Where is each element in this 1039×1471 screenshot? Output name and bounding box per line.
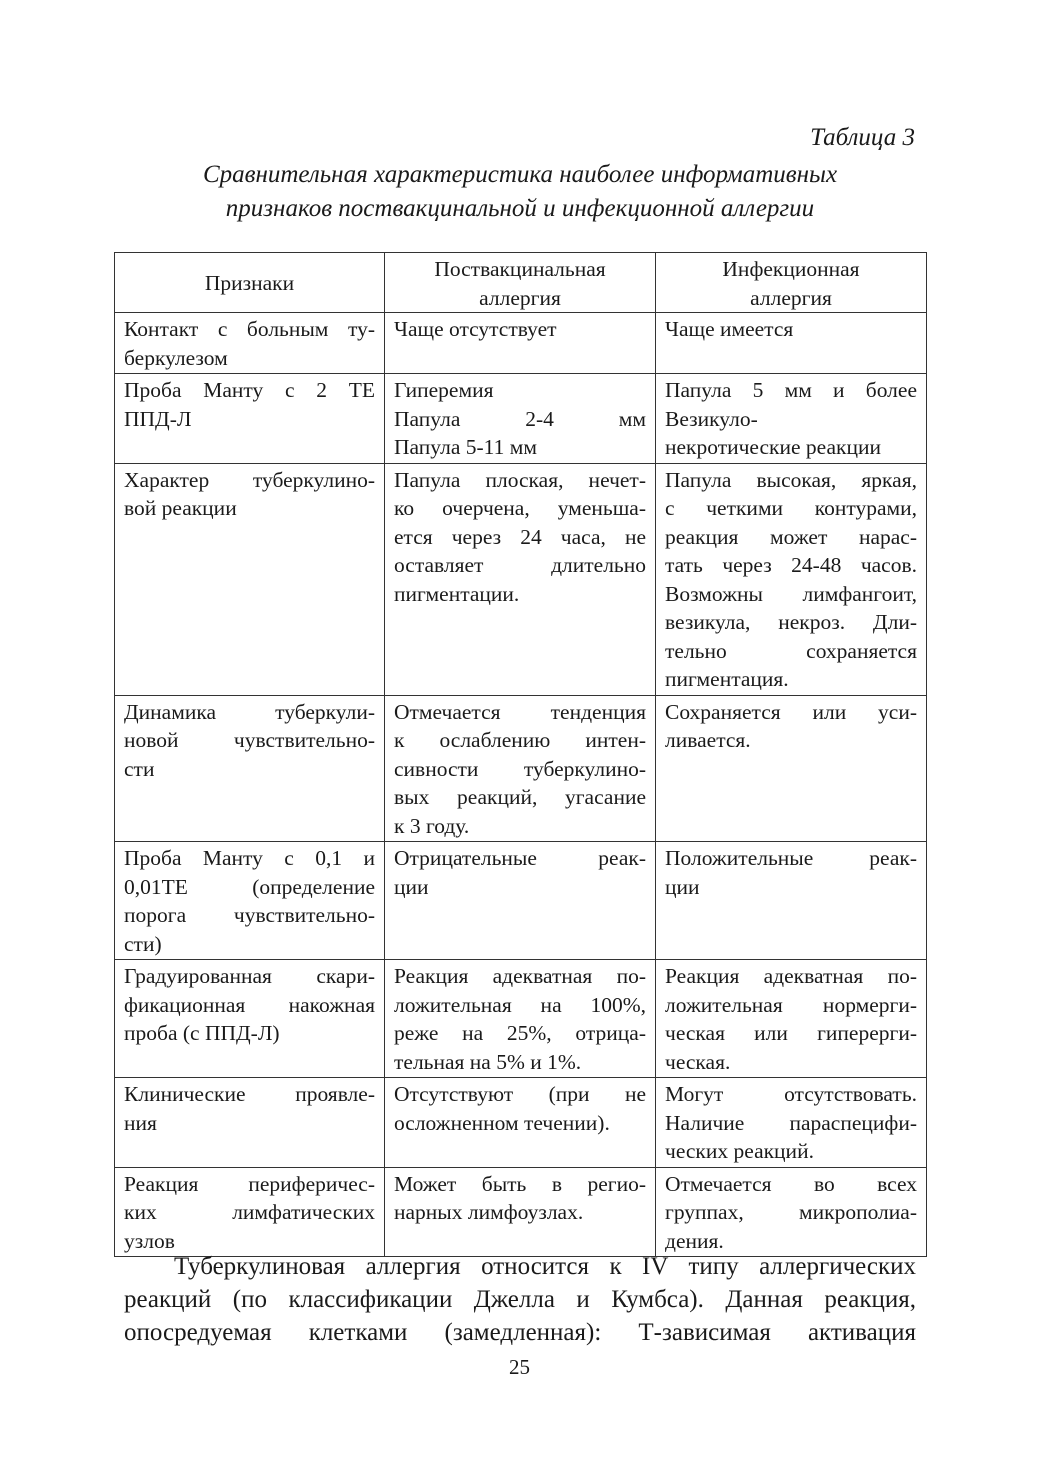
- table-cell-line: некротические реакции: [665, 435, 881, 459]
- table-cell: [656, 313, 927, 374]
- table-row: [115, 463, 927, 695]
- table-cell-line: осложненном течении).: [394, 1110, 610, 1135]
- table-cell-line: Сохраняется или уси-: [665, 699, 917, 724]
- table-cell: [385, 374, 656, 464]
- table-cell: [115, 463, 385, 695]
- comparison-table: [114, 252, 927, 1257]
- column-header-line: аллергия: [479, 285, 561, 310]
- table-title: [114, 158, 926, 226]
- table-cell-line: Папула плоская, нечет-: [394, 467, 646, 492]
- table-cell: [115, 374, 385, 464]
- table-cell-line: пигментация.: [665, 667, 789, 691]
- table-cell-line: Отмечается во всех: [665, 1171, 917, 1196]
- table-cell-line: ко очерчена, уменьша-: [394, 496, 646, 520]
- table-cell-line: ния: [124, 1110, 157, 1135]
- table-cell-line: Чаще отсутствует: [394, 317, 557, 341]
- table-cell-line: ческих реакций.: [665, 1139, 814, 1163]
- table-cell-line: Наличие параспецифи-: [665, 1110, 917, 1135]
- table-body: [115, 313, 927, 1257]
- table-cell-line: Проба Манту с 0,1 и: [124, 846, 375, 870]
- table-cell-line: вой реакции: [124, 496, 237, 520]
- table-cell-line: ливается.: [665, 728, 751, 752]
- table-cell-line: Папула высокая, яркая,: [665, 467, 917, 492]
- table-cell-line: везикула, некроз. Дли-: [665, 610, 917, 634]
- table-cell: [385, 463, 656, 695]
- table-title-line: признаков поствакцинальной и инфекционной аллергии: [225, 195, 815, 222]
- table-cell: [115, 842, 385, 960]
- table-cell-line: сти): [124, 931, 162, 956]
- paragraph-line: Туберкулиновая аллергия относится к IV типу аллергических: [174, 1253, 916, 1280]
- table-cell: [656, 1078, 927, 1168]
- table-cell-line: дения.: [665, 1228, 724, 1253]
- table-cell-line: ческая или гиперерги-: [665, 1021, 917, 1045]
- table-cell-line: узлов: [124, 1228, 175, 1253]
- page-number: 25: [509, 1355, 530, 1379]
- table-cell-line: Характер туберкулино-: [124, 467, 375, 492]
- table-cell-line: с четкими контурами,: [665, 496, 917, 520]
- table-cell-line: Может быть в регио-: [394, 1171, 646, 1196]
- table-header-row: [115, 253, 927, 313]
- body-paragraph: [124, 1250, 916, 1349]
- table-cell-line: Динамика туберкули-: [124, 699, 375, 724]
- column-header-line: Поствакцинальная: [434, 257, 606, 281]
- table-cell-line: Папула 5-11 мм: [394, 435, 537, 459]
- table-cell-line: ческая.: [665, 1049, 731, 1074]
- column-header: [385, 253, 656, 313]
- table-cell-line: реакция может нарас-: [665, 524, 917, 549]
- table-cell: [115, 960, 385, 1078]
- paragraph-line: опосредуемая клетками (замедленная): Т-зависимая активация: [124, 1319, 916, 1346]
- table-cell: [656, 374, 927, 464]
- table-cell-line: фикационная накожная: [124, 992, 375, 1017]
- table-cell: [656, 842, 927, 960]
- table-number: Таблица 3: [810, 124, 915, 151]
- table-cell-line: пигментации.: [394, 581, 520, 606]
- table-cell-line: оставляет длительно: [394, 553, 646, 577]
- column-header: [656, 253, 927, 313]
- table-cell-line: проба (с ППД-Л): [124, 1021, 280, 1045]
- table-row: [115, 695, 927, 842]
- table-cell-line: ется через 24 часа, не: [394, 524, 646, 549]
- table-cell-line: Проба Манту с 2 ТЕ: [124, 378, 375, 402]
- table-cell-line: Отсутствуют (при не: [394, 1082, 646, 1106]
- table-cell: [656, 695, 927, 842]
- table-cell-line: Клинические проявле-: [124, 1082, 375, 1106]
- column-header: [115, 253, 385, 313]
- table-cell-line: ких лимфатических: [124, 1200, 375, 1224]
- table-cell-line: тать через 24-48 часов.: [665, 553, 917, 577]
- column-header-line: аллергия: [750, 285, 832, 310]
- table-cell-line: порога чувствительно-: [124, 903, 375, 927]
- table-cell-line: тельная на 5% и 1%.: [394, 1049, 582, 1074]
- table-cell: [115, 695, 385, 842]
- table-cell-line: беркулезом: [124, 345, 228, 370]
- table-row: [115, 1167, 927, 1257]
- table-cell: [385, 1167, 656, 1257]
- table-cell-line: тельно сохраняется: [665, 638, 917, 663]
- table-cell-line: Папула 5 мм и более: [665, 378, 917, 402]
- table-row: [115, 842, 927, 960]
- table-row: [115, 960, 927, 1078]
- table-cell-line: Чаще имеется: [665, 317, 794, 341]
- table-row: [115, 313, 927, 374]
- table-cell: [115, 1167, 385, 1257]
- table-cell-line: Отрицательные реак-: [394, 846, 646, 870]
- table-cell-line: вых реакций, угасание: [394, 785, 646, 809]
- table-cell-line: к 3 году.: [394, 813, 470, 838]
- table-cell-line: ППД-Л: [124, 406, 192, 431]
- table-cell-line: Везикуло-: [665, 406, 758, 431]
- table-cell-line: к ослаблению интен-: [394, 728, 646, 752]
- table-cell: [385, 695, 656, 842]
- table-cell-line: Реакция адекватная по-: [394, 964, 646, 988]
- table-cell-line: группах, микрополиа-: [665, 1200, 917, 1224]
- table-cell-line: ложительная на 100%,: [394, 992, 646, 1017]
- table-cell-line: новой чувствительно-: [124, 728, 375, 752]
- table-cell-line: Реакция периферичес-: [124, 1171, 375, 1196]
- table-cell: [385, 313, 656, 374]
- table-cell: [115, 1078, 385, 1168]
- table-cell: [656, 960, 927, 1078]
- table-cell-line: Градуированная скари-: [124, 964, 375, 988]
- table-row: [115, 374, 927, 464]
- table-cell-line: Могут отсутствовать.: [665, 1082, 917, 1106]
- table-cell-line: сивности туберкулино-: [394, 756, 646, 781]
- table-cell-line: Контакт с больным ту-: [124, 317, 375, 341]
- table-cell: [385, 842, 656, 960]
- column-header-line: Признаки: [204, 271, 295, 296]
- table-cell: [656, 463, 927, 695]
- table-title-line: Сравнительная характеристика наиболее информативных: [202, 161, 838, 188]
- table-cell-line: реже на 25%, отрица-: [394, 1021, 646, 1045]
- table-cell: [656, 1167, 927, 1257]
- table-cell-line: ложительная нормерги-: [665, 992, 917, 1017]
- paragraph-line: реакций (по классификации Джелла и Кумбса). Данная реакция,: [124, 1286, 916, 1313]
- table-cell: [385, 1078, 656, 1168]
- table-cell: [385, 960, 656, 1078]
- table-cell-line: нарных лимфоузлах.: [394, 1200, 584, 1224]
- table-cell-line: ции: [394, 874, 429, 899]
- table-cell-line: Реакция адекватная по-: [665, 964, 917, 988]
- table-cell-line: сти: [124, 756, 155, 781]
- column-header-line: Инфекционная: [722, 257, 860, 281]
- table-cell-line: 0,01ТЕ (определение: [124, 874, 375, 899]
- table-cell: [115, 313, 385, 374]
- table-cell-line: Возможны лимфангоит,: [665, 581, 917, 606]
- table-cell-line: Папула 2-4 мм: [394, 406, 646, 431]
- table-cell-line: Гиперемия: [394, 378, 494, 402]
- table-row: [115, 1078, 927, 1168]
- table-cell-line: ции: [665, 874, 700, 899]
- table-cell-line: Положительные реак-: [665, 846, 917, 870]
- table-cell-line: Отмечается тенденция: [394, 699, 646, 724]
